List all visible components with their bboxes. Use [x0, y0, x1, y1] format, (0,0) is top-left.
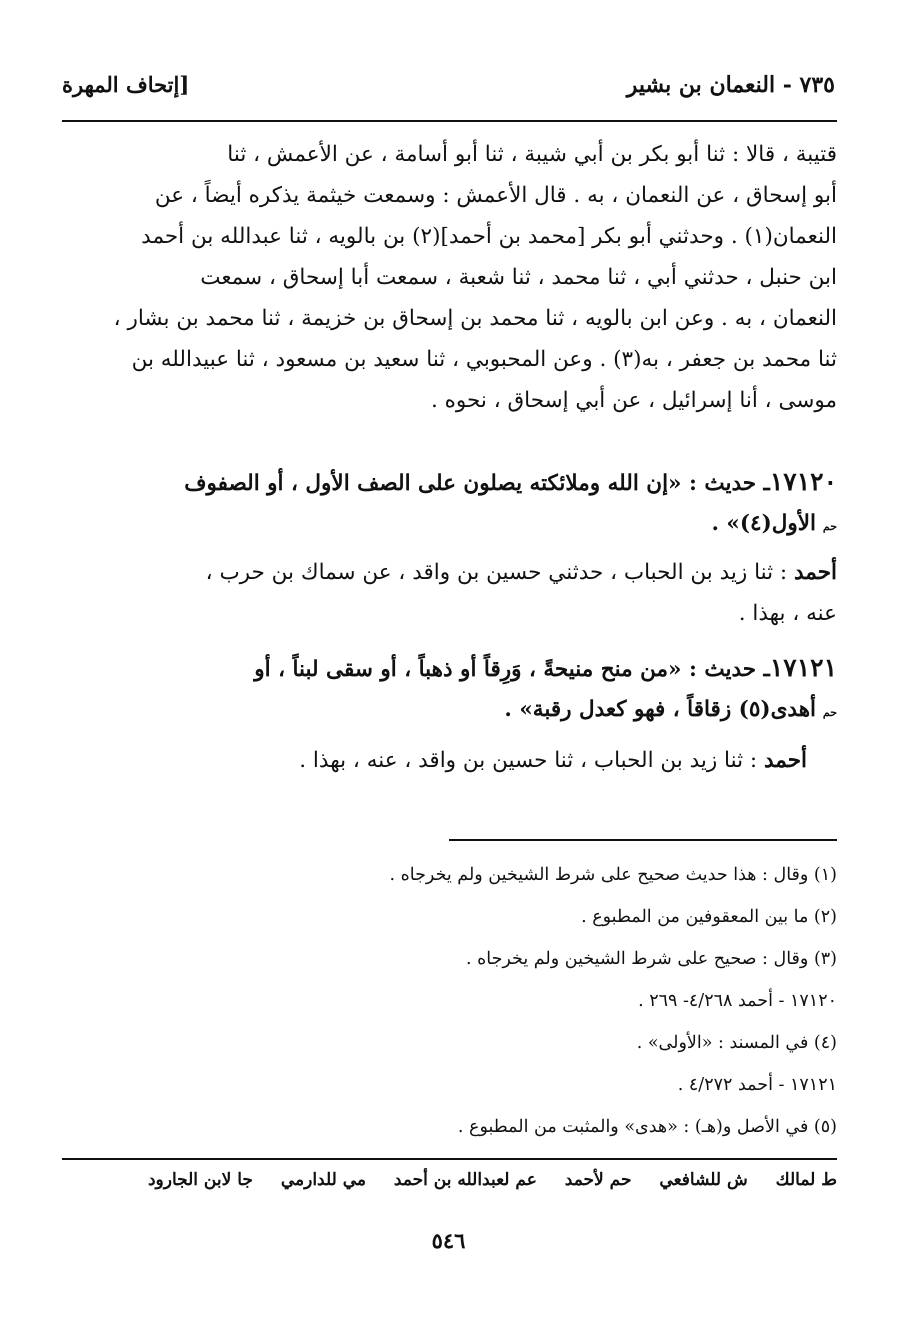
isnad-text: عنه ، بهذا .: [738, 601, 837, 626]
legend-rule: [62, 1158, 837, 1160]
source-code: حم: [822, 706, 837, 719]
hadith-number: ١٧١٢٠: [769, 467, 837, 496]
legend-item: مي للدارمي: [280, 1170, 366, 1190]
footnote: (١) وقال : هذا حديث صحيح على شرط الشيخين ولم يخرجاه .: [389, 865, 837, 885]
footnote-rule: [449, 839, 837, 841]
page-number: ٥٤٦: [431, 1228, 466, 1253]
hadith-number: ١٧١٢١: [769, 653, 837, 682]
footnote: (٤) في المسند : «الأولى» .: [636, 1033, 837, 1053]
footnote: (٢) ما بين المعقوفين من المطبوع .: [581, 907, 837, 927]
hadith-entry: ١٧١٢٠ـ حديث : «إن الله وملائكته يصلون على الصف الأول ، أو الصفوف حم الأول(٤)» .: [184, 467, 837, 536]
abbreviation-legend: [62, 1170, 837, 1190]
legend-item: ش للشافعي: [659, 1170, 748, 1190]
isnad-chain: [62, 740, 807, 781]
text-line: ثنا محمد بن جعفر ، به(٣) . وعن المحبوبي ، ثنا سعيد بن مسعود ، ثنا عبيدالله بن: [131, 347, 837, 372]
text-line: النعمان(١) . وحدثني أبو بكر [محمد بن أحمد](٢) بن بالويه ، ثنا عبدالله بن أحمد: [141, 224, 837, 249]
isnad-text: : ثنا زيد بن الحباب ، ثنا حسين بن واقد ، عنه ، بهذا .: [299, 748, 758, 773]
text-line: أبو إسحاق ، عن النعمان ، به . قال الأعمش : وسمعت خيثمة يذكره أيضاً ، عن: [154, 183, 837, 208]
footnote: (٥) في الأصل و(هـ) : «هدى» والمثبت من المطبوع .: [457, 1117, 837, 1137]
main-text: [62, 134, 837, 421]
isnad-text: : ثنا زيد بن الحباب ، حدثني حسين بن واقد ، عن سماك بن حرب ،: [205, 560, 788, 585]
hadith-entry: ١٧١٢١ـ حديث : «من منح منيحةً ، وَرِقاً أو ذهباً ، أو سقى لبناً ، أو حم أهدى(٥) زقاقاً ، فهو كعدل رقبة» .: [254, 653, 837, 722]
hadith-text: أهدى(٥) زقاقاً ، فهو كعدل رقبة» .: [504, 697, 817, 722]
text-line: النعمان ، به . وعن ابن بالويه ، ثنا محمد بن إسحاق بن خزيمة ، ثنا محمد بن بشار ،: [113, 306, 837, 331]
legend-item: ط لمالك: [775, 1170, 837, 1190]
source-name: أحمد: [794, 560, 837, 585]
footnote: (٣) وقال : صحيح على شرط الشيخين ولم يخرجاه .: [465, 949, 837, 969]
hadith-text: الأول(٤)» .: [711, 511, 817, 536]
source-code: حم: [822, 520, 837, 533]
footnote: ١٧١٢١ - أحمد ٤/٢٧٢ .: [677, 1075, 837, 1095]
book-title: [إتحاف المهرة: [62, 72, 190, 97]
legend-item: عم لعبدالله بن أحمد: [393, 1170, 537, 1190]
text-line: قتيبة ، قالا : ثنا أبو بكر بن أبي شيبة ، ثنا أبو أسامة ، عن الأعمش ، ثنا: [227, 142, 837, 167]
footnotes: [62, 854, 837, 1148]
hadith-text: حديث : «إن الله وملائكته يصلون على الصف الأول ، أو الصفوف: [184, 471, 757, 496]
chapter-title: ٧٣٥ - النعمان بن بشير: [626, 72, 835, 98]
legend-item: حم لأحمد: [564, 1170, 632, 1190]
running-header: [62, 68, 835, 108]
header-rule: [62, 120, 837, 122]
text-line: موسى ، أنا إسرائيل ، عن أبي إسحاق ، نحوه .: [430, 388, 837, 413]
text-line: ابن حنبل ، حدثني أبي ، ثنا محمد ، ثنا شعبة ، سمعت أبا إسحاق ، سمعت: [200, 265, 837, 290]
isnad-chain: [62, 552, 837, 634]
legend-item: جا لابن الجارود: [147, 1170, 253, 1190]
hadith-text: حديث : «من منح منيحةً ، وَرِقاً أو ذهباً ، أو سقى لبناً ، أو: [254, 657, 757, 682]
footnote: ١٧١٢٠ - أحمد ٤/٢٦٨- ٢٦٩ .: [638, 991, 837, 1011]
source-name: أحمد: [764, 748, 807, 773]
